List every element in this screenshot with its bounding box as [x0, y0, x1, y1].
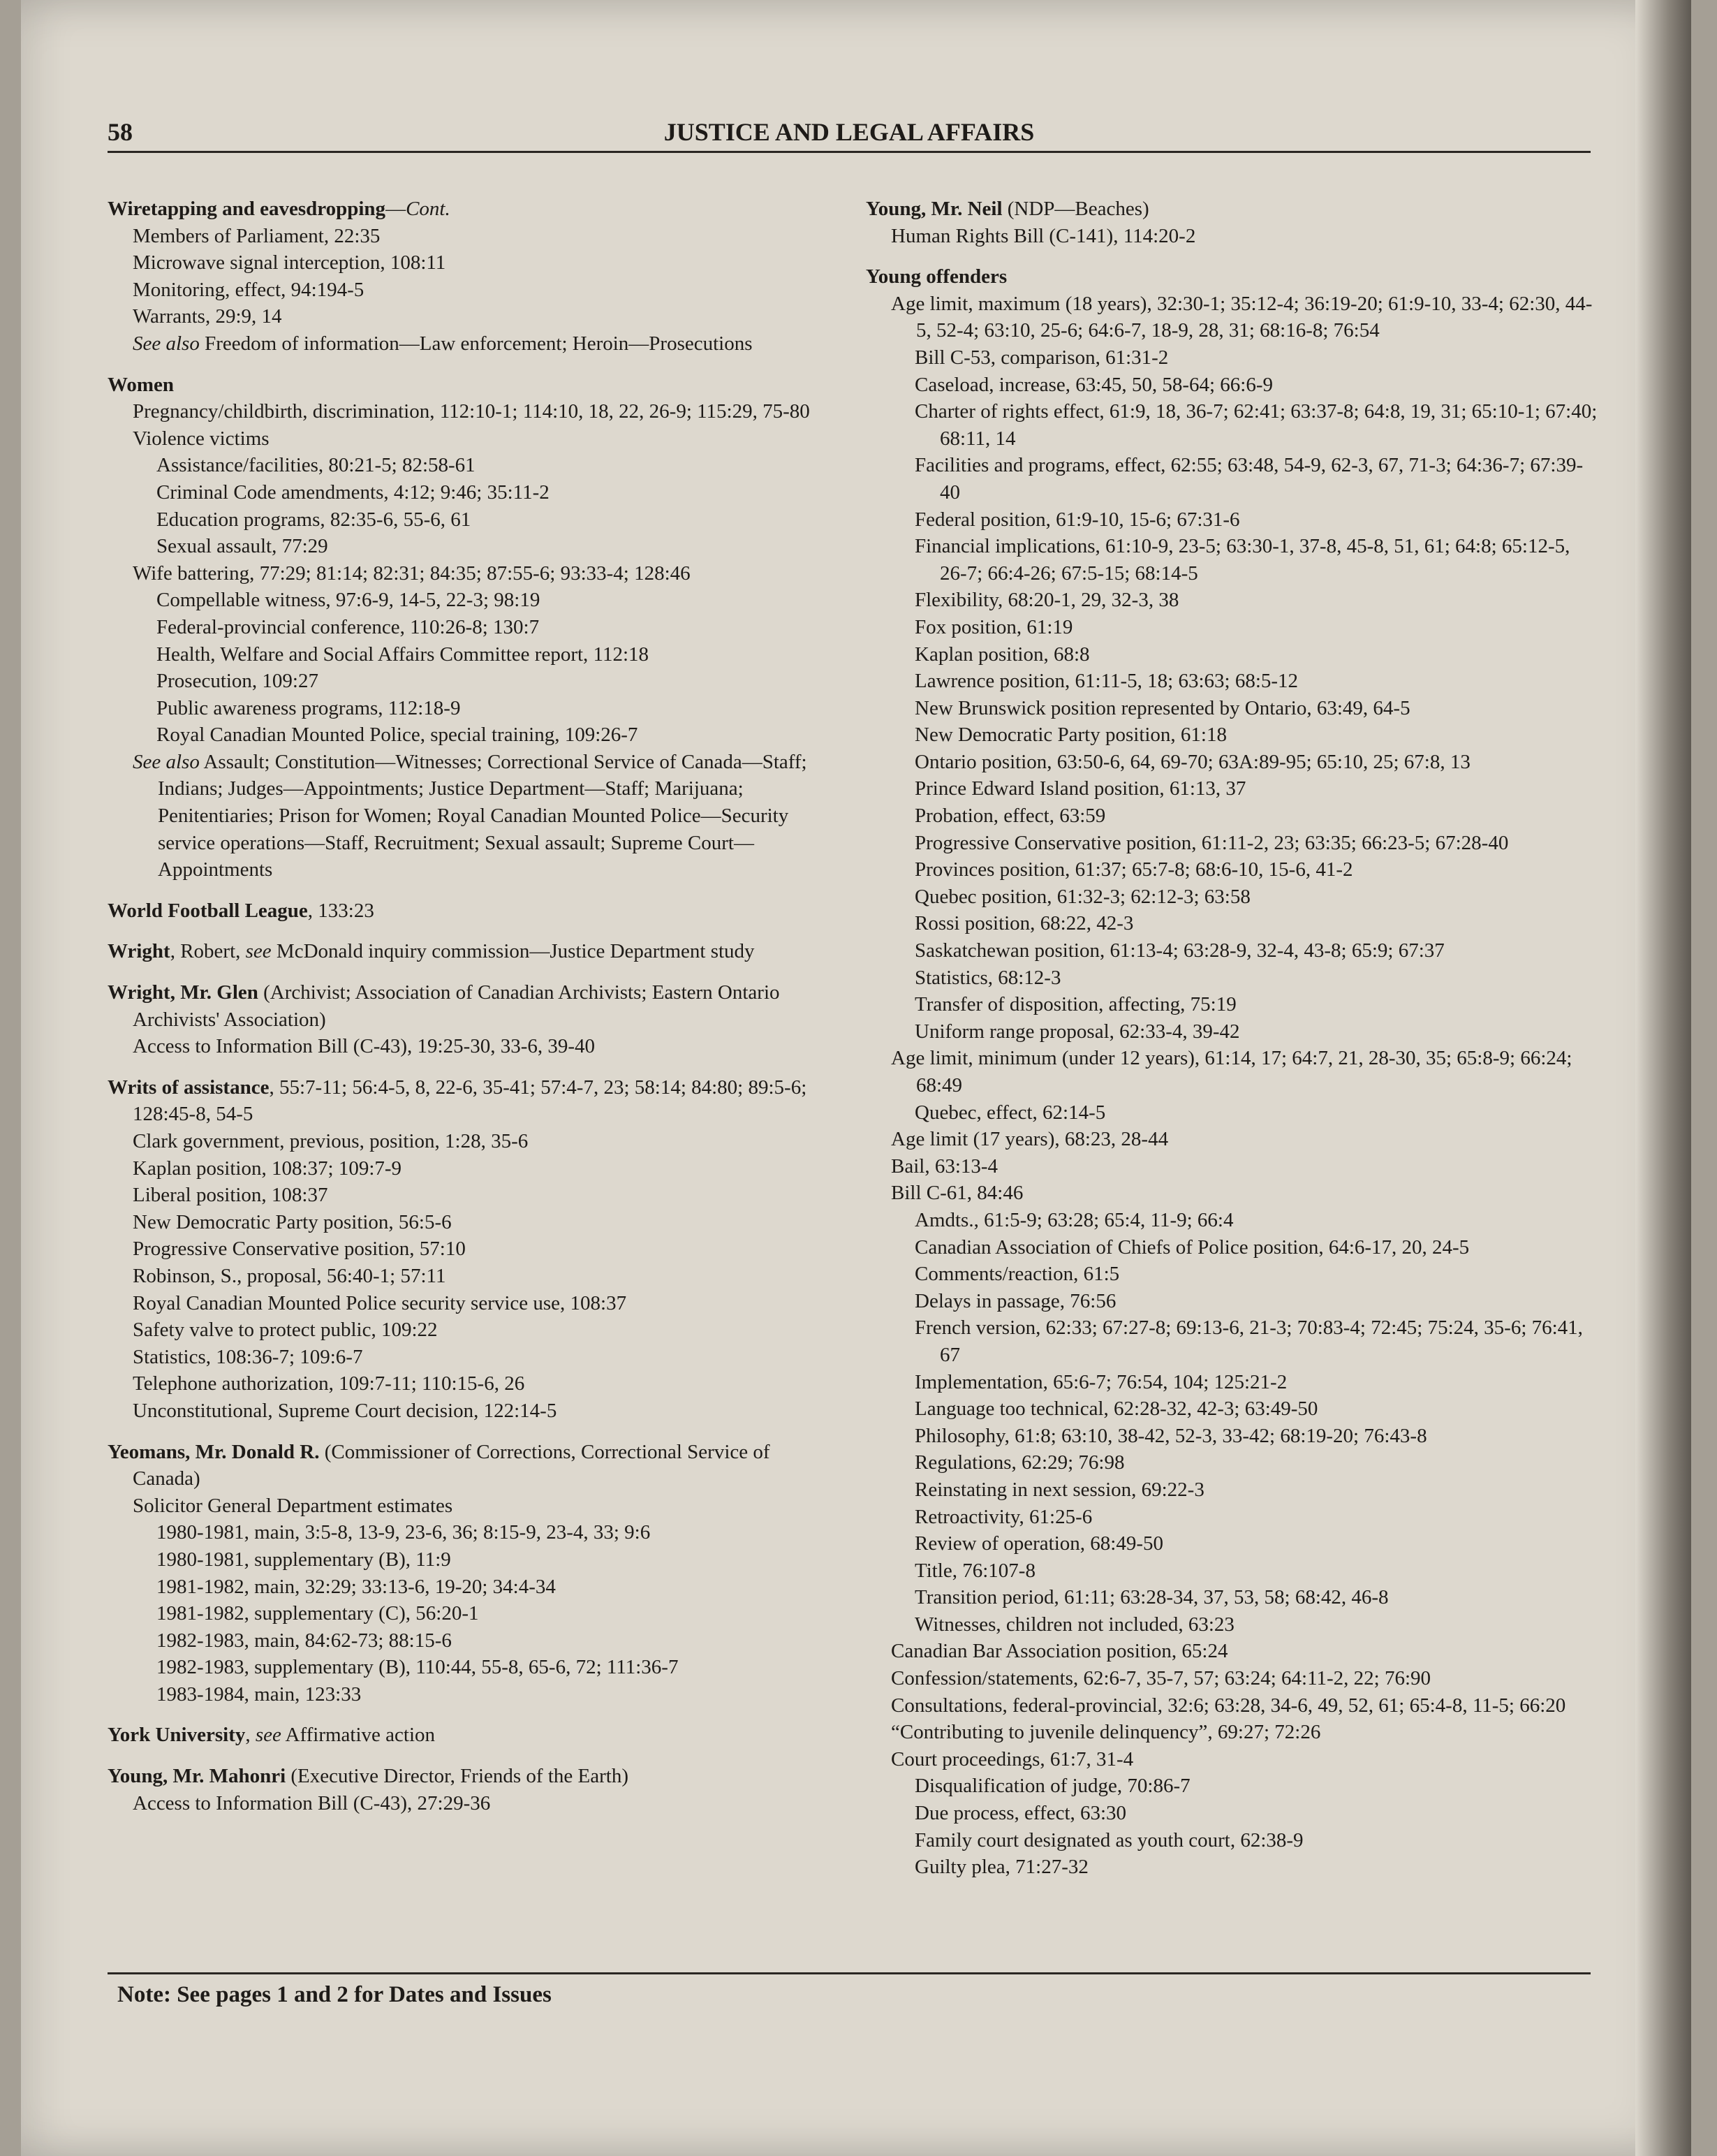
index-text: , Robert,: [170, 940, 246, 963]
index-text: Robinson, S., proposal, 56:40-1; 57:11: [133, 1264, 446, 1287]
index-entry: [108, 1074, 830, 1425]
index-text: Caseload, increase, 63:45, 50, 58-64; 66:6-9: [915, 373, 1274, 396]
index-subentry-line: [866, 1207, 1599, 1234]
index-text: Federal-provincial conference, 110:26-8; 130:7: [156, 615, 540, 638]
index-subentry-line: [866, 695, 1599, 722]
index-text: 1983-1984, main, 123:33: [156, 1682, 362, 1706]
index-text: (Archivist; Association of Canadian Archivists; Eastern Ontario Archivists' Association): [133, 981, 780, 1031]
index-heading: Young, Mr. Mahonri: [108, 1765, 286, 1788]
index-subentry-line: [108, 1681, 830, 1708]
index-subentry-line: [108, 1263, 830, 1290]
index-subentry-line: [108, 1654, 830, 1681]
index-subentry-line: [866, 398, 1599, 452]
index-text: Assault; Constitution—Witnesses; Correctional Service of Canada—Staff; Indians; Judges—Appointments; Justice Department—Staff; Marijuana; Penitentiaries; Prison for Women; Royal Canadian Mounted Police—Security service operations—Staff, Recruitment; Sexual assault; Supreme Court—Appointments: [158, 750, 807, 881]
index-text: Flexibility, 68:20-1, 29, 32-3, 38: [915, 589, 1179, 612]
index-text: Public awareness programs, 112:18-9: [156, 696, 461, 719]
index-text: Bill C-61, 84:46: [891, 1182, 1024, 1205]
index-subentry-line: [866, 965, 1599, 992]
index-subentry-line: [866, 1369, 1599, 1396]
index-subentry-line: [108, 614, 830, 641]
page-header: [108, 117, 1591, 152]
index-text: Human Rights Bill (C-141), 114:20-2: [891, 224, 1196, 247]
index-text: Compellable witness, 97:6-9, 14-5, 22-3; 98:19: [156, 589, 540, 612]
index-subentry-line: [866, 991, 1599, 1018]
index-subentry-line: [866, 1476, 1599, 1504]
index-subentry-line: [108, 1600, 830, 1627]
index-subentry-line: [866, 937, 1599, 965]
index-subentry-line: [108, 1209, 830, 1236]
index-text: Warrants, 29:9, 14: [133, 305, 282, 328]
index-text: Access to Information Bill (C-43), 19:25-30, 33-6, 39-40: [133, 1035, 596, 1058]
index-text: Language too technical, 62:28-32, 42-3; 63:49-50: [915, 1398, 1318, 1421]
index-text: 1981-1982, main, 32:29; 33:13-6, 19-20; 34:4-34: [156, 1575, 556, 1598]
index-heading: Wiretapping and eavesdropping: [108, 198, 386, 220]
index-text: Freedom of information—Law enforcement; Heroin—Prosecutions: [199, 332, 753, 355]
index-text: 1982-1983, main, 84:62-73; 88:15-6: [156, 1629, 452, 1652]
index-subentry-line: [866, 1449, 1599, 1476]
index-heading: Writs of assistance: [108, 1076, 270, 1099]
index-entry: [108, 1763, 830, 1817]
index-subentry-line: [866, 614, 1599, 641]
index-text: Unconstitutional, Supreme Court decision, 122:14-5: [133, 1399, 557, 1422]
index-subentry-line: [866, 1800, 1599, 1827]
index-text: French version, 62:33; 67:27-8; 69:13-6, 21-3; 70:83-4; 72:45; 75:24, 35-6; 76:41, 67: [915, 1317, 1583, 1366]
index-subentry-line: [866, 856, 1599, 883]
index-subentry-line: [108, 330, 830, 358]
index-subentry-line: [866, 1288, 1599, 1315]
index-text: Review of operation, 68:49-50: [915, 1532, 1163, 1555]
index-text: New Democratic Party position, 56:5-6: [133, 1210, 452, 1233]
cross-reference-target: McDonald inquiry commission—Justice Department study: [271, 940, 755, 963]
index-subentry-line: [108, 1370, 830, 1398]
index-text: Amdts., 61:5-9; 63:28; 65:4, 11-9; 66:4: [915, 1208, 1234, 1231]
index-text: Statistics, 108:36-7; 109:6-7: [133, 1345, 363, 1368]
index-text: Uniform range proposal, 62:33-4, 39-42: [915, 1020, 1240, 1043]
index-subentry-line: [866, 1746, 1599, 1773]
index-subentry-line: [108, 1182, 830, 1209]
index-subentry-line: [108, 425, 830, 453]
index-text: (Executive Director, Friends of the Earth): [286, 1765, 628, 1788]
index-subentry-line: [866, 830, 1599, 857]
index-subentry-line: [866, 910, 1599, 937]
index-subentry-line: [108, 695, 830, 722]
index-text: (Commissioner of Corrections, Correctional Service of Canada): [133, 1440, 770, 1490]
index-text: Guilty plea, 71:27-32: [915, 1856, 1089, 1879]
index-subentry-line: [866, 1261, 1599, 1288]
index-text: Kaplan position, 108:37; 109:7-9: [133, 1157, 402, 1180]
index-heading: Young offenders: [866, 265, 1008, 288]
index-text: Ontario position, 63:50-6, 64, 69-70; 63A:89-95; 65:10, 25; 67:8, 13: [915, 750, 1471, 773]
index-heading: Yeomans, Mr. Donald R.: [108, 1440, 320, 1463]
index-text: Canadian Association of Chiefs of Police position, 64:6-17, 20, 24-5: [915, 1235, 1470, 1259]
header-rule: [108, 151, 1591, 153]
index-text: New Democratic Party position, 61:18: [915, 724, 1227, 747]
index-heading-line: [108, 897, 830, 925]
index-subentry-line: [866, 1611, 1599, 1638]
index-entry: [108, 979, 830, 1060]
index-subentry-line: [108, 1155, 830, 1182]
index-heading-line: [108, 938, 830, 965]
cross-reference-label: see: [245, 940, 272, 963]
index-text: Charter of rights effect, 61:9, 18, 36-7; 62:41; 63:37-8; 64:8, 19, 31; 65:10-1; 67:40; 68:11, 14: [915, 400, 1598, 450]
index-text: Health, Welfare and Social Affairs Committee report, 112:18: [156, 643, 649, 666]
index-subentry-line: [866, 1827, 1599, 1854]
footer-note: Note: See pages 1 and 2 for Dates and Issues: [117, 1982, 552, 2007]
index-subentry-line: [108, 749, 830, 883]
index-text: Due process, effect, 63:30: [915, 1802, 1127, 1825]
index-heading-line: [108, 372, 830, 399]
index-text: (NDP—Beaches): [1002, 198, 1149, 220]
index-text: Provinces position, 61:37; 65:7-8; 68:6-10, 15-6, 41-2: [915, 858, 1353, 881]
index-heading-line: [108, 1439, 830, 1493]
index-entry: [866, 263, 1599, 1881]
index-subentry-line: [866, 1530, 1599, 1557]
page-number: 58: [108, 118, 133, 146]
index-subentry-line: [866, 1045, 1599, 1099]
index-heading-line: [866, 263, 1599, 291]
index-text: Family court designated as youth court, 62:38-9: [915, 1828, 1304, 1851]
index-entry: [108, 938, 830, 965]
index-text: Liberal position, 108:37: [133, 1184, 328, 1207]
index-text: Federal position, 61:9-10, 15-6; 67:31-6: [915, 508, 1240, 531]
page-title: JUSTICE AND LEGAL AFFAIRS: [663, 118, 1035, 146]
index-subentry-line: [866, 372, 1599, 399]
index-subentry-line: [866, 1099, 1599, 1127]
index-subentry-line: [866, 1638, 1599, 1665]
index-heading: Wright, Mr. Glen: [108, 981, 258, 1004]
index-entry: [866, 196, 1599, 249]
index-text: Age limit, minimum (under 12 years), 61:14, 17; 64:7, 21, 28-30, 35; 65:8-9; 66:24; 68:49: [891, 1047, 1572, 1097]
index-subentry-line: [108, 1128, 830, 1155]
index-subentry-line: [108, 668, 830, 695]
index-text: Assistance/facilities, 80:21-5; 82:58-61: [156, 454, 476, 477]
index-text: , 55:7-11; 56:4-5, 8, 22-6, 35-41; 57:4-7, 23; 58:14; 84:80; 89:5-6; 128:45-8, 54-5: [133, 1076, 807, 1126]
index-text: Transition period, 61:11; 63:28-34, 37, 53, 58; 68:42, 46-8: [915, 1586, 1389, 1609]
index-subentry-line: [108, 1344, 830, 1371]
index-text: Violence victims: [133, 427, 270, 450]
cross-reference-target: Affirmative action: [281, 1724, 436, 1747]
index-text: Fox position, 61:19: [915, 615, 1073, 638]
index-subentry-line: [866, 1234, 1599, 1261]
index-text: Progressive Conservative position, 61:11-2, 23; 63:35; 66:23-5; 67:28-40: [915, 831, 1509, 854]
index-subentry-line: [108, 641, 830, 668]
index-subentry-line: [108, 249, 830, 277]
index-text: Court proceedings, 61:7, 31-4: [891, 1747, 1134, 1770]
index-text: Reinstating in next session, 69:22-3: [915, 1478, 1204, 1501]
index-heading: York University: [108, 1724, 246, 1747]
index-subentry-line: [108, 560, 830, 587]
index-text: Transfer of disposition, affecting, 75:19: [915, 993, 1237, 1016]
index-subentry-line: [866, 1504, 1599, 1531]
index-text: Disqualification of judge, 70:86-7: [915, 1775, 1191, 1798]
book-spine-shadow: [1635, 0, 1691, 2156]
index-text: Criminal Code amendments, 4:12; 9:46; 35:11-2: [156, 481, 550, 504]
cross-reference-label: See also: [133, 750, 200, 773]
index-text: Bill C-53, comparison, 61:31-2: [915, 346, 1169, 369]
index-heading-line: [108, 1763, 830, 1790]
cross-reference-label: Cont.: [406, 198, 450, 220]
index-subentry-line: [866, 1018, 1599, 1046]
index-heading-line: [108, 979, 830, 1033]
index-text: Lawrence position, 61:11-5, 18; 63:63; 68:5-12: [915, 670, 1299, 693]
index-subentry-line: [108, 303, 830, 330]
index-text: 1982-1983, supplementary (B), 110:44, 55-8, 65-6, 72; 111:36-7: [156, 1656, 679, 1679]
index-subentry-line: [866, 587, 1599, 614]
index-text: Confession/statements, 62:6-7, 35-7, 57; 63:24; 64:11-2, 22; 76:90: [891, 1667, 1431, 1690]
index-subentry-line: [108, 452, 830, 479]
index-subentry-line: [866, 1692, 1599, 1719]
index-entry: [108, 196, 830, 358]
index-subentry-line: [866, 1423, 1599, 1450]
index-text: Safety valve to protect public, 109:22: [133, 1319, 438, 1342]
index-text: Microwave signal interception, 108:11: [133, 251, 446, 274]
index-subentry-line: [866, 1584, 1599, 1611]
index-subentry-line: [866, 721, 1599, 749]
index-heading: Women: [108, 373, 175, 396]
index-subentry-line: [866, 223, 1599, 250]
index-text: Saskatchewan position, 61:13-4; 63:28-9, 32-4, 43-8; 65:9; 67:37: [915, 939, 1445, 962]
index-heading-line: [866, 196, 1599, 223]
index-subentry-line: [108, 1519, 830, 1546]
index-text: Age limit (17 years), 68:23, 28-44: [891, 1128, 1169, 1151]
index-text: Witnesses, children not included, 63:23: [915, 1613, 1235, 1636]
index-entry: [108, 1722, 830, 1749]
index-subentry-line: [866, 749, 1599, 776]
index-subentry-line: [866, 668, 1599, 695]
index-subentry-line: [866, 1773, 1599, 1800]
index-subentry-line: [866, 802, 1599, 830]
index-subentry-line: [866, 775, 1599, 802]
index-text: New Brunswick position represented by Ontario, 63:49, 64-5: [915, 696, 1410, 719]
index-heading-line: [108, 1722, 830, 1749]
index-subentry-line: [866, 1180, 1599, 1207]
index-subentry-line: [108, 277, 830, 304]
index-subentry-line: [866, 641, 1599, 668]
index-subentry-line: [866, 1719, 1599, 1746]
index-text: ,: [245, 1724, 256, 1747]
index-subentry-line: [108, 1546, 830, 1574]
index-subentry-line: [866, 1395, 1599, 1423]
index-text: “Contributing to juvenile delinquency”, 69:27; 72:26: [891, 1721, 1321, 1744]
index-subentry-line: [108, 1317, 830, 1344]
index-text: Clark government, previous, position, 1:28, 35-6: [133, 1130, 529, 1152]
index-heading: Young, Mr. Neil: [866, 198, 1003, 220]
index-text: Solicitor General Department estimates: [133, 1494, 453, 1517]
index-text: Education programs, 82:35-6, 55-6, 61: [156, 508, 471, 531]
left-index-column: [108, 196, 830, 1831]
index-subentry-line: [108, 533, 830, 560]
index-text: Pregnancy/childbirth, discrimination, 112:10-1; 114:10, 18, 22, 26-9; 115:29, 75-80: [133, 400, 810, 423]
index-subentry-line: [866, 533, 1599, 587]
index-subentry-line: [108, 1493, 830, 1520]
index-subentry-line: [866, 1153, 1599, 1180]
index-text: Facilities and programs, effect, 62:55; 63:48, 54-9, 62-3, 67, 71-3; 64:36-7; 67:39-40: [915, 454, 1584, 504]
index-text: Consultations, federal-provincial, 32:6; 63:28, 34-6, 49, 52, 61; 65:4-8, 11-5; 66:20: [891, 1694, 1566, 1717]
index-entry: [108, 1439, 830, 1708]
index-subentry-line: [108, 479, 830, 506]
index-subentry-line: [866, 1314, 1599, 1368]
index-text: Quebec, effect, 62:14-5: [915, 1101, 1106, 1124]
index-text: Bail, 63:13-4: [891, 1154, 998, 1178]
index-text: Title, 76:107-8: [915, 1559, 1036, 1582]
index-heading: World Football League: [108, 899, 308, 922]
index-subentry-line: [108, 1398, 830, 1425]
index-heading-line: [108, 196, 830, 223]
index-text: Probation, effect, 63:59: [915, 805, 1106, 828]
index-subentry-line: [108, 587, 830, 614]
index-text: Age limit, maximum (18 years), 32:30-1; 35:12-4; 36:19-20; 61:9-10, 33-4; 62:30, 44-5, 52-4; 63:10, 25-6; 64:6-7, 18-9, 28, 31; 68:16-8; 76:54: [891, 292, 1593, 342]
index-text: Comments/reaction, 61:5: [915, 1263, 1120, 1286]
index-entry: [108, 372, 830, 883]
index-heading: Wright: [108, 940, 170, 963]
index-text: 1981-1982, supplementary (C), 56:20-1: [156, 1602, 479, 1625]
index-text: Kaplan position, 68:8: [915, 643, 1090, 666]
index-subentry-line: [866, 291, 1599, 344]
index-subentry-line: [866, 1854, 1599, 1881]
index-text: Quebec position, 61:32-3; 62:12-3; 63:58: [915, 885, 1251, 908]
index-subentry-line: [866, 883, 1599, 911]
cross-reference-label: See also: [133, 332, 200, 355]
index-subentry-line: [108, 721, 830, 749]
index-subentry-line: [108, 1790, 830, 1817]
index-text: 1980-1981, main, 3:5-8, 13-9, 23-6, 36; 8:15-9, 23-4, 33; 9:6: [156, 1521, 651, 1544]
index-text: Prince Edward Island position, 61:13, 37: [915, 777, 1246, 800]
footer-rule: [108, 1972, 1591, 1974]
cross-reference-label: see: [255, 1724, 281, 1747]
index-text: Progressive Conservative position, 57:10: [133, 1238, 466, 1261]
index-text: Delays in passage, 76:56: [915, 1289, 1117, 1312]
index-text: Rossi position, 68:22, 42-3: [915, 912, 1134, 935]
right-index-column: [866, 196, 1599, 1895]
index-subentry-line: [866, 1126, 1599, 1153]
index-text: , 133:23: [307, 899, 374, 922]
index-subentry-line: [108, 223, 830, 250]
heading-dash: —: [385, 198, 406, 220]
index-subentry-line: [866, 344, 1599, 372]
index-text: Statistics, 68:12-3: [915, 966, 1061, 989]
index-text: Philosophy, 61:8; 63:10, 38-42, 52-3, 33-42; 68:19-20; 76:43-8: [915, 1424, 1427, 1447]
index-text: Telephone authorization, 109:7-11; 110:15-6, 26: [133, 1372, 525, 1395]
index-subentry-line: [108, 1627, 830, 1655]
index-subentry-line: [108, 398, 830, 425]
index-subentry-line: [866, 452, 1599, 506]
index-text: Sexual assault, 77:29: [156, 535, 328, 558]
index-text: Regulations, 62:29; 76:98: [915, 1451, 1125, 1474]
index-text: 1980-1981, supplementary (B), 11:9: [156, 1548, 451, 1571]
index-subentry-line: [866, 1557, 1599, 1585]
index-text: Financial implications, 61:10-9, 23-5; 63:30-1, 37-8, 45-8, 51, 61; 64:8; 65:12-5, 26-7; 66:4-26; 67:5-15; 68:14-5: [915, 535, 1570, 585]
index-text: Wife battering, 77:29; 81:14; 82:31; 84:35; 87:55-6; 93:33-4; 128:46: [133, 562, 691, 585]
index-text: Monitoring, effect, 94:194-5: [133, 278, 364, 301]
index-subentry-line: [866, 1665, 1599, 1692]
index-subentry-line: [108, 506, 830, 534]
index-subentry-line: [108, 1290, 830, 1317]
index-text: Implementation, 65:6-7; 76:54, 104; 125:21-2: [915, 1370, 1288, 1393]
index-heading-line: [108, 1074, 830, 1128]
index-text: Prosecution, 109:27: [156, 670, 318, 693]
index-subentry-line: [108, 1574, 830, 1601]
index-subentry-line: [866, 506, 1599, 534]
index-text: Access to Information Bill (C-43), 27:29-36: [133, 1791, 491, 1814]
index-subentry-line: [108, 1235, 830, 1263]
index-text: Members of Parliament, 22:35: [133, 224, 381, 247]
index-text: Canadian Bar Association position, 65:24: [891, 1640, 1228, 1663]
index-entry: [108, 897, 830, 925]
index-text: Royal Canadian Mounted Police security service use, 108:37: [133, 1291, 627, 1314]
index-text: Retroactivity, 61:25-6: [915, 1505, 1093, 1528]
index-subentry-line: [108, 1033, 830, 1060]
index-text: Royal Canadian Mounted Police, special training, 109:26-7: [156, 724, 638, 747]
